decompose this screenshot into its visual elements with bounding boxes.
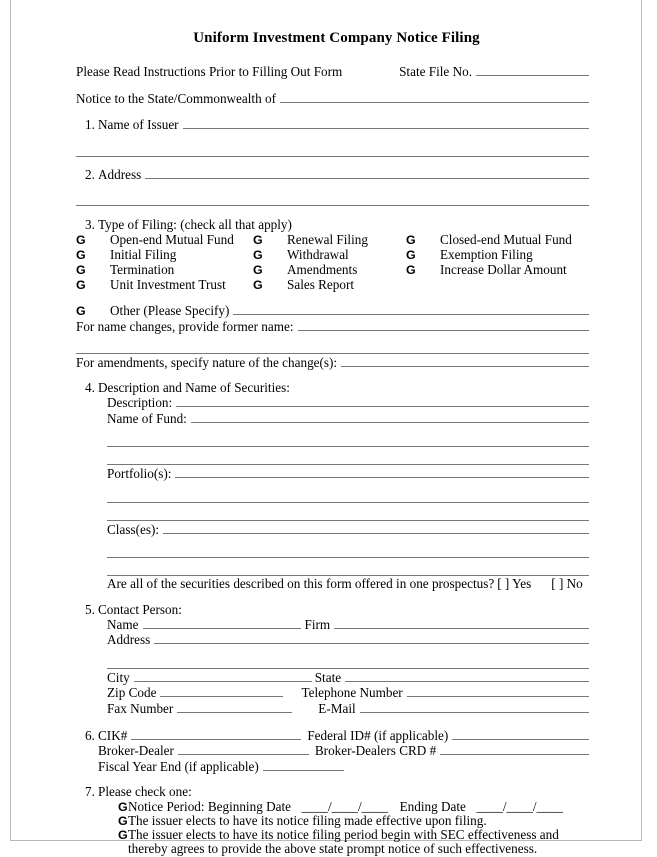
- other-specify-row: [76, 303, 589, 319]
- checkbox-icon[interactable]: G: [406, 232, 416, 247]
- item-1-number: 1.: [85, 117, 95, 133]
- contact-address-label: Address: [107, 632, 151, 648]
- address-input-line2[interactable]: [76, 205, 589, 206]
- contact-email-label: E-Mail: [318, 700, 356, 716]
- notice-period-middle: Ending Date: [399, 798, 466, 814]
- classes-line3-wrap: [107, 564, 589, 576]
- classes-input[interactable]: [163, 522, 589, 534]
- cik-input[interactable]: [131, 728, 301, 740]
- contact-fax-input[interactable]: [177, 701, 292, 713]
- portfolios-line2-wrap: [107, 491, 589, 503]
- item-3-label: Type of Filing: (check all that apply): [98, 217, 292, 233]
- item-5-number: 5.: [85, 601, 95, 617]
- broker-dealer-label: Broker-Dealer: [98, 743, 174, 759]
- beginning-date-input[interactable]: ____/____/____: [301, 798, 389, 814]
- state-file-no-input[interactable]: [476, 64, 589, 76]
- filing-type-row: [76, 233, 589, 248]
- description-row: [107, 395, 589, 410]
- option-sec-effectiveness[interactable]: [76, 828, 589, 856]
- other-specify-label: Other (Please Specify): [110, 302, 230, 318]
- amendments-nature-row: [76, 355, 589, 370]
- former-name-input-line2-wrap: [76, 342, 589, 354]
- item-6: [76, 728, 589, 774]
- page-title: Uniform Investment Company Notice Filing: [193, 30, 480, 46]
- contact-zip-label: Zip Code: [107, 685, 157, 701]
- option-effective-upon-filing[interactable]: [76, 814, 589, 828]
- notice-period-prefix: Notice Period: Beginning Date: [128, 798, 291, 814]
- name-of-fund-input-line3[interactable]: [107, 464, 589, 465]
- contact-firm-input[interactable]: [334, 617, 589, 629]
- checkbox-option-open-end-mutual-fund[interactable]: [76, 233, 253, 248]
- notice-to-state-row: [76, 91, 589, 106]
- checkbox-label: Open-end Mutual Fund: [110, 231, 234, 247]
- broker-dealers-crd-input[interactable]: [440, 743, 589, 755]
- name-of-fund-line2-wrap: [107, 435, 589, 447]
- name-of-fund-input[interactable]: [191, 411, 589, 423]
- filing-type-row: [76, 263, 589, 278]
- other-specify-input[interactable]: [233, 303, 589, 315]
- contact-name-row: [107, 617, 589, 632]
- broker-dealer-row: [98, 743, 589, 758]
- classes-input-line2[interactable]: [107, 557, 589, 558]
- prospectus-question-row: [107, 577, 589, 591]
- contact-fax-label: Fax Number: [107, 700, 174, 716]
- item-7-number: 7.: [85, 784, 95, 800]
- form-content: [76, 30, 589, 857]
- checkbox-icon[interactable]: G: [76, 247, 86, 262]
- checkbox-label: Amendments: [287, 261, 358, 277]
- contact-address-line2-wrap: [107, 657, 589, 669]
- contact-address-row: [107, 632, 589, 647]
- fiscal-year-end-input[interactable]: [263, 759, 344, 771]
- amendments-nature-label: For amendments, specify nature of the change(s):: [76, 354, 338, 370]
- classes-line2-wrap: [107, 546, 589, 558]
- name-of-issuer-input-line2[interactable]: [76, 156, 589, 157]
- prospectus-yes-checkbox[interactable]: [ ] Yes: [497, 576, 532, 592]
- address-input-line2-wrap: [76, 193, 589, 206]
- checkbox-label: Renewal Filing: [287, 231, 368, 247]
- instructions-text: Please Read Instructions Prior to Filling Out Form: [76, 64, 343, 79]
- checkbox-icon[interactable]: G: [118, 814, 128, 829]
- amendments-nature-input[interactable]: [341, 355, 589, 367]
- option-sec-effectiveness-line2: thereby agrees to provide the above state prompt notice of such effectiveness.: [128, 841, 538, 857]
- portfolios-label: Portfolio(s):: [107, 466, 172, 482]
- cik-row: [98, 728, 589, 743]
- checkbox-option-amendments[interactable]: [253, 263, 406, 278]
- checkbox-option-sales-report[interactable]: [253, 278, 406, 293]
- item-1-label: Name of Issuer: [98, 117, 179, 133]
- checkbox-label: Termination: [110, 261, 175, 277]
- ending-date-input[interactable]: ____/____/____: [476, 798, 563, 814]
- checkbox-label: Increase Dollar Amount: [440, 261, 567, 277]
- portfolios-row: [107, 466, 589, 481]
- item-3: [76, 218, 589, 232]
- address-input[interactable]: [145, 167, 589, 179]
- former-name-input-line2[interactable]: [76, 353, 589, 354]
- portfolios-input-line3[interactable]: [107, 520, 589, 521]
- checkbox-icon[interactable]: G: [406, 247, 416, 262]
- page-sheet: [10, 0, 642, 857]
- checkbox-icon[interactable]: G: [76, 303, 86, 318]
- prospectus-question-label: Are all of the securities described on this form offered in one prospectus?: [107, 576, 495, 592]
- checkbox-option-closed-end-mutual-fund[interactable]: [406, 233, 586, 248]
- classes-label: Class(es):: [107, 521, 160, 537]
- item-5: [76, 603, 589, 617]
- name-of-issuer-input[interactable]: [183, 117, 589, 129]
- filing-type-row: [76, 248, 589, 263]
- former-name-row: [76, 319, 589, 334]
- contact-state-label: State: [314, 669, 342, 685]
- name-of-fund-label: Name of Fund:: [107, 410, 187, 426]
- contact-email-input[interactable]: [360, 701, 589, 713]
- description-input[interactable]: [176, 395, 589, 407]
- item-2-label: Address: [98, 166, 142, 182]
- item-6-number: 6.: [85, 727, 95, 743]
- checkbox-icon[interactable]: G: [118, 828, 128, 843]
- filing-type-checkbox-grid: [76, 233, 589, 293]
- item-2-number: 2.: [85, 166, 95, 182]
- contact-name-input[interactable]: [143, 617, 301, 629]
- item-4-label: Description and Name of Securities:: [98, 380, 290, 396]
- option-sec-effectiveness-text: [128, 828, 589, 856]
- checkbox-option-exemption-filing[interactable]: [406, 248, 586, 263]
- checkbox-option-renewal-filing[interactable]: [253, 233, 406, 248]
- checkbox-option-withdrawal[interactable]: [253, 248, 406, 263]
- checkbox-option-termination[interactable]: [76, 263, 253, 278]
- contact-city-input[interactable]: [134, 670, 312, 682]
- contact-city-label: City: [107, 669, 130, 685]
- fiscal-year-end-label: Fiscal Year End (if applicable): [98, 758, 259, 774]
- checkbox-icon[interactable]: G: [253, 232, 263, 247]
- item-7-label: Please check one:: [98, 784, 192, 800]
- contact-person-fields: [76, 617, 589, 716]
- checkbox-icon[interactable]: G: [118, 799, 128, 814]
- notice-to-input[interactable]: [280, 91, 589, 103]
- item-4-number: 4.: [85, 380, 95, 396]
- notice-period-options: [76, 800, 589, 857]
- notice-to-label: Notice to the State/Commonwealth of: [76, 90, 276, 106]
- checkbox-icon[interactable]: G: [253, 247, 263, 262]
- checkbox-icon[interactable]: G: [406, 262, 416, 277]
- checkbox-icon[interactable]: G: [76, 277, 86, 292]
- checkbox-label: Closed-end Mutual Fund: [440, 231, 572, 247]
- checkbox-icon[interactable]: G: [76, 262, 86, 277]
- checkbox-label: Exemption Filing: [440, 246, 533, 262]
- former-name-label: For name changes, provide former name:: [76, 319, 294, 335]
- name-of-issuer-input-line2-wrap: [76, 144, 589, 157]
- checkbox-label: Withdrawal: [287, 246, 349, 262]
- checkbox-icon[interactable]: G: [76, 232, 86, 247]
- federal-id-label: Federal ID# (if applicable): [307, 727, 449, 743]
- contact-telephone-label: Telephone Number: [301, 685, 403, 701]
- fiscal-year-end-row: [98, 759, 589, 774]
- checkbox-label: Initial Filing: [110, 246, 177, 262]
- cik-label: CIK#: [98, 727, 128, 743]
- contact-name-label: Name: [107, 616, 139, 632]
- contact-city-row: [107, 670, 589, 685]
- option-notice-period[interactable]: [76, 800, 589, 814]
- contact-zip-row: [107, 685, 589, 700]
- portfolios-input[interactable]: [175, 466, 589, 478]
- filing-type-row: [76, 278, 589, 293]
- contact-fax-row: [107, 701, 589, 716]
- item-3-number: 3.: [85, 217, 95, 233]
- classes-row: [107, 522, 589, 537]
- item-1: [76, 117, 589, 132]
- contact-zip-input[interactable]: [160, 685, 283, 697]
- option-sec-effectiveness-line1: The issuer elects to have its notice filing period begin with SEC effectiveness and: [128, 827, 559, 843]
- former-name-input[interactable]: [298, 319, 589, 331]
- checkbox-icon[interactable]: G: [253, 262, 263, 277]
- option-effective-upon-filing-text: The issuer elects to have its notice filing made effective upon filing.: [128, 813, 487, 829]
- description-label: Description:: [107, 394, 173, 410]
- portfolios-input-line2[interactable]: [107, 502, 589, 503]
- checkbox-option-increase-dollar-amount[interactable]: [406, 263, 586, 278]
- item-5-label: Contact Person:: [98, 601, 182, 617]
- securities-fields: [76, 395, 589, 591]
- checkbox-icon[interactable]: G: [253, 277, 263, 292]
- item-4: [76, 381, 589, 395]
- option-notice-period-text: [128, 800, 589, 814]
- contact-address-input-line2[interactable]: [107, 668, 589, 669]
- broker-dealer-input[interactable]: [178, 743, 309, 755]
- federal-id-input[interactable]: [452, 728, 589, 740]
- checkbox-label: Unit Investment Trust: [110, 276, 226, 292]
- state-file-no-label: State File No.: [399, 64, 472, 79]
- contact-firm-label: Firm: [304, 616, 331, 632]
- name-of-fund-input-line2[interactable]: [107, 446, 589, 447]
- prospectus-no-checkbox[interactable]: [ ] No: [551, 576, 583, 592]
- item-7: [76, 785, 589, 799]
- checkbox-label: Sales Report: [287, 276, 355, 292]
- checkbox-option-unit-investment-trust[interactable]: [76, 278, 253, 293]
- checkbox-option-initial-filing[interactable]: [76, 248, 253, 263]
- contact-state-input[interactable]: [345, 670, 589, 682]
- header-row: [76, 64, 589, 79]
- contact-telephone-input[interactable]: [407, 685, 589, 697]
- portfolios-line3-wrap: [107, 509, 589, 521]
- name-of-fund-row: [107, 411, 589, 426]
- broker-dealers-crd-label: Broker-Dealers CRD #: [314, 743, 437, 759]
- name-of-fund-line3-wrap: [107, 453, 589, 465]
- contact-address-input[interactable]: [154, 632, 589, 644]
- item-2: [76, 167, 589, 182]
